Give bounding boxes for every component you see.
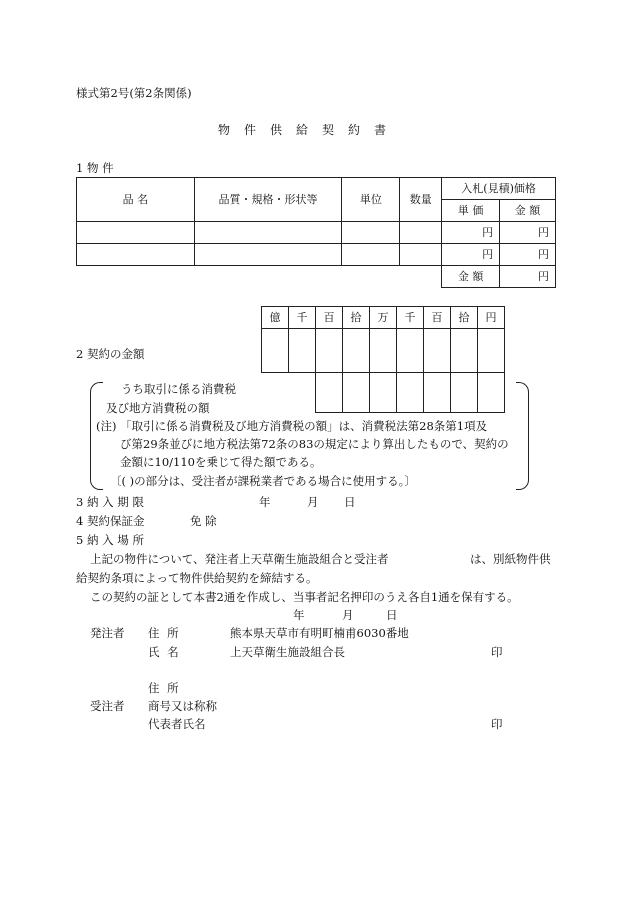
tax-amount-row [262,373,505,413]
cell-spec[interactable] [194,222,342,244]
table-row [77,244,556,266]
section5-label: 5 納 入 場 所 [76,533,144,547]
cell-name[interactable] [77,244,195,266]
digit-cell[interactable] [424,329,451,373]
blank-cell [77,266,442,288]
orderer-name: 上天草衛生施設組合長 [230,645,345,659]
orderer-address-label: 住 所 [148,626,181,640]
cell-spec[interactable] [194,244,342,266]
body-para-1c: 給契約条項によって物件供給契約を締結する。 [76,571,318,585]
contractor-role: 受注者 [90,699,125,713]
signing-year: 年 [293,608,305,622]
contractor-company-label: 商号又は称称 [148,699,217,713]
cell-unit[interactable] [342,222,400,244]
digit-header: 拾 [451,307,478,329]
table-row [77,222,556,244]
tax-digit-cell[interactable] [370,373,397,413]
tax-digit-cell[interactable] [451,373,478,413]
orderer-name-label: 氏 名 [148,645,181,659]
blank-cell [262,373,316,413]
total-label: 金 額 [442,266,500,288]
cell-amount[interactable]: 円 [500,222,556,244]
body-para-1b: は、別紙物件供 [470,552,551,566]
digit-header: 百 [316,307,343,329]
digit-cell[interactable] [370,329,397,373]
orderer-role: 発注者 [90,626,125,640]
contractor-seal: 印 [491,717,503,731]
digit-cell[interactable] [343,329,370,373]
tax-digit-cell[interactable] [424,373,451,413]
item-table [76,177,556,288]
note-line-1: (注) 「取引に係る消費税及び地方消費税の額」は、消費税法第28条第1項及 [96,419,488,433]
digit-header: 円 [478,307,505,329]
form-code: 様式第2号(第2条関係) [76,86,192,100]
orderer-seal: 印 [491,645,503,659]
signing-day: 日 [386,608,398,622]
note-line-2: び第29条並びに地方税法第72条の83の規定により算出したもので、契約の [120,437,509,451]
section4-label: 4 契約保証金 [76,514,145,528]
total-amount[interactable]: 円 [500,266,556,288]
digit-header: 百 [424,307,451,329]
header-qty: 数量 [400,178,442,222]
tax-label-1: うち取引に係る消費税 [121,382,236,396]
cell-qty[interactable] [400,244,442,266]
digit-header: 億 [262,307,289,329]
digit-cell[interactable] [289,329,316,373]
tax-digit-cell[interactable] [478,373,505,413]
digit-header: 千 [397,307,424,329]
bracket-left [90,382,103,490]
cell-unit-price[interactable]: 円 [442,244,500,266]
delivery-month: 月 [307,495,319,509]
cell-name[interactable] [77,222,195,244]
digit-cell[interactable] [316,329,343,373]
contract-amount-row [262,329,505,373]
orderer-address: 熊本県天草市有明町楠甫6030番地 [230,626,409,640]
cell-unit[interactable] [342,244,400,266]
tax-digit-cell[interactable] [343,373,370,413]
tax-label-2: 及び地方消費税の額 [106,401,210,415]
digit-cell[interactable] [451,329,478,373]
digit-cell[interactable] [397,329,424,373]
bracket-right [516,382,529,490]
cell-amount[interactable]: 円 [500,244,556,266]
section2-label: 2 契約の金額 [76,347,145,361]
delivery-day: 日 [344,495,356,509]
body-para-2: この契約の証として本書2通を作成し、当事者記名押印のうえ各自1通を保有する。 [90,590,519,604]
header-unit-price: 単 価 [442,200,500,222]
note-line-4: 〔( )の部分は、受注者が課税業者である場合に使用する。〕 [110,474,416,488]
deposit-value: 免 除 [190,514,217,528]
tax-digit-cell[interactable] [397,373,424,413]
header-name: 品 名 [77,178,195,222]
section1-label: 1 物 件 [76,161,114,175]
digit-header: 拾 [343,307,370,329]
header-unit: 単位 [342,178,400,222]
note-line-3: 金額に10/110を乗じて得た額である。 [120,455,322,469]
digit-header: 千 [289,307,316,329]
delivery-year: 年 [259,495,271,509]
header-amount: 金 額 [500,200,556,222]
contract-amount-grid [261,306,505,413]
cell-unit-price[interactable]: 円 [442,222,500,244]
header-price-group: 入札(見積)価格 [442,178,556,200]
digit-cell[interactable] [262,329,289,373]
signing-month: 月 [342,608,354,622]
contractor-address-label: 住 所 [148,681,181,695]
section3-label: 3 納 入 期 限 [76,495,144,509]
total-row [77,266,556,288]
digit-cell[interactable] [478,329,505,373]
tax-digit-cell[interactable] [316,373,343,413]
page-title: 物件供給契約書 [218,123,401,137]
cell-qty[interactable] [400,222,442,244]
body-para-1a: 上記の物件について、発注者上天草衛生施設組合と受注者 [90,552,389,566]
header-spec: 品質・規格・形状等 [194,178,342,222]
digit-header: 万 [370,307,397,329]
contractor-rep-label: 代表者氏名 [148,717,206,731]
